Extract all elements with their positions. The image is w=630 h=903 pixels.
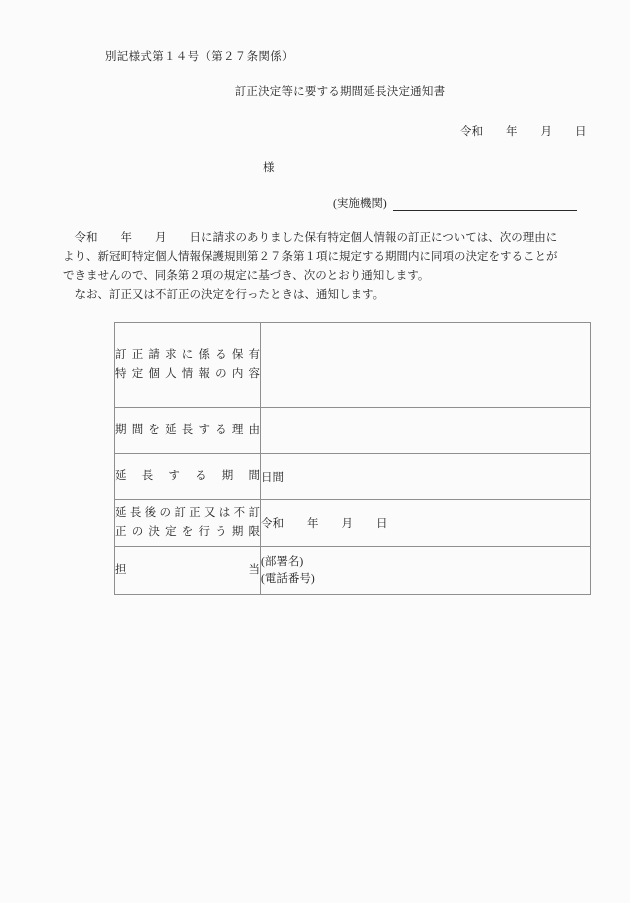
contact-phone-label: (電話番号) <box>261 572 315 585</box>
table-row-period <box>115 454 591 500</box>
reason-row-label: 期 間 を 延 長 す る 理 由 <box>115 408 261 454</box>
document-title: 訂正決定等に要する期間延長決定通知書 <box>234 86 446 98</box>
deadline-row-label: 延 長 後 の 訂 正 又 は 不 訂 正 の 決 定 を 行 う 期 限 <box>115 500 261 547</box>
form-number: 別記様式第１４号（第２７条関係） <box>105 51 294 63</box>
contact-row-value <box>261 547 591 595</box>
contact-row-label: 担 当 <box>115 547 261 595</box>
details-table <box>114 322 591 595</box>
table-row-reason <box>115 408 591 454</box>
issue-date-line: 令和 年 月 日 <box>460 126 587 138</box>
content-row-label: 訂 正 請 求 に 係 る 保 有 特 定 個 人 情 報 の 内 容 <box>115 323 261 408</box>
body-line: より、新冠町特定個人情報保護規則第２７条第１項に規定する期間内に同項の決定をすることが <box>63 251 558 263</box>
content-row-value <box>261 323 591 408</box>
addressee-honorific: 様 <box>263 162 275 174</box>
body-paragraph <box>63 229 573 305</box>
table-row-deadline <box>115 500 591 547</box>
body-line: 令和 年 月 日に請求のありました保有特定個人情報の訂正については、次の理由に <box>63 232 558 244</box>
issuer-line <box>333 195 577 211</box>
contact-department-label: (部署名) <box>261 555 304 568</box>
body-line: なお、訂正又は不訂正の決定を行ったときは、通知します。 <box>63 289 385 301</box>
body-line: できませんので、同条第２項の規定に基づき、次のとおり通知します。 <box>63 270 430 282</box>
period-row-label: 延 長 す る 期 間 <box>115 454 261 500</box>
table-row-contact <box>115 547 591 595</box>
period-row-value: 日間 <box>261 454 591 500</box>
reason-row-value <box>261 408 591 454</box>
issuer-label: (実施機関) <box>333 198 387 210</box>
table-row-content <box>115 323 591 408</box>
deadline-row-value: 令和 年 月 日 <box>261 500 591 547</box>
issuer-fill-line <box>393 197 577 211</box>
